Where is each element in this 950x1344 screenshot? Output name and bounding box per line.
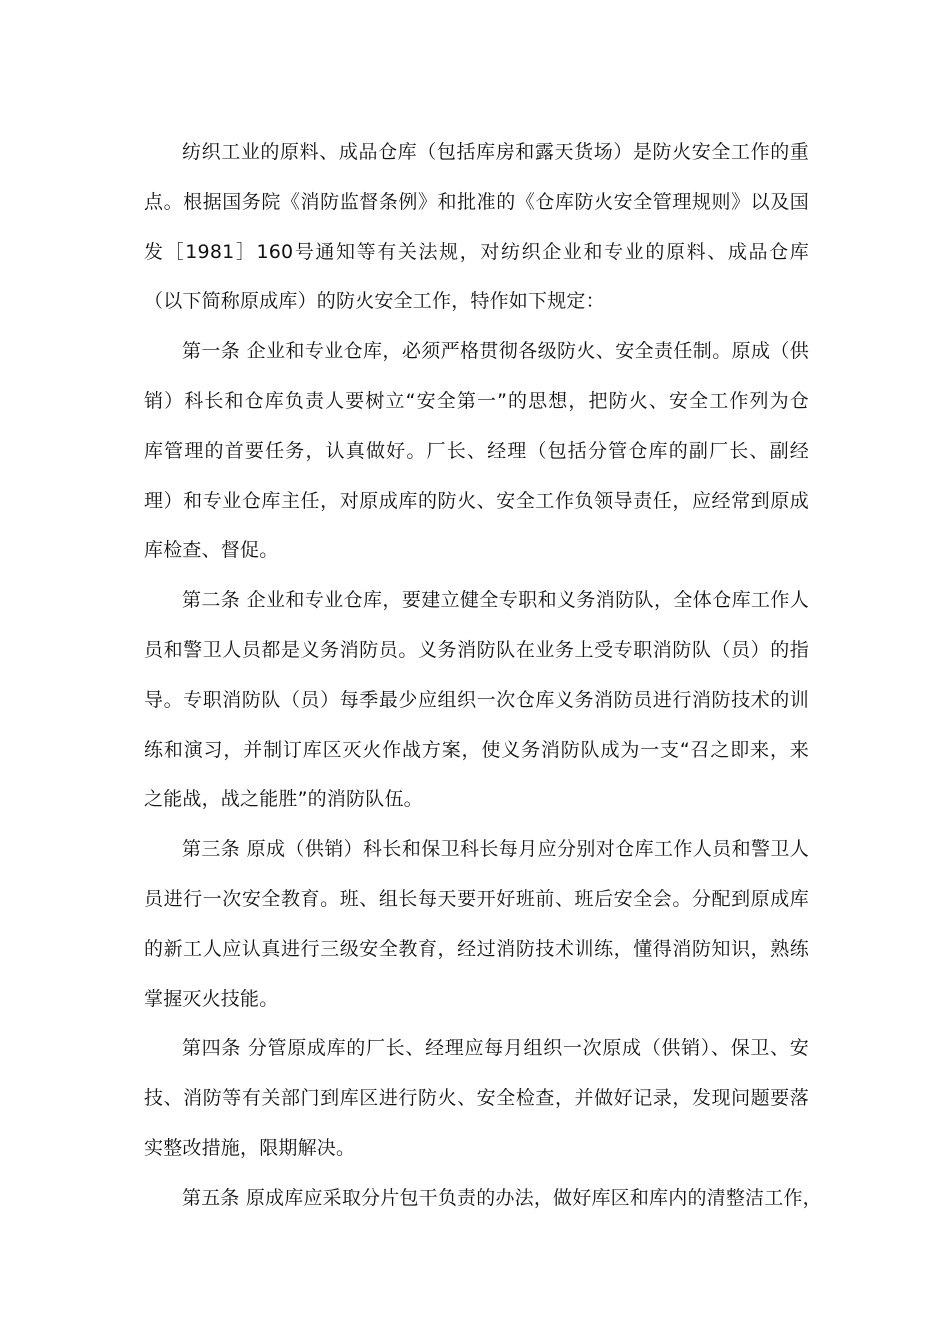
text-line: 理）和专业仓库主任，对原成库的防火、安全工作负领导责任，应经常到原成 (144, 489, 809, 512)
paragraph-article-5 (144, 1174, 822, 1224)
document-body (144, 128, 822, 1224)
text-line: 纺织工业的原料、成品仓库（包括库房和露天货场）是防火安全工作的重 (182, 141, 809, 163)
text-line: 第四条 分管原成库的厂长、经理应每月组织一次原成（供销）、保卫、安 (182, 1037, 809, 1060)
text-line: 员和警卫人员都是义务消防员。义务消防队在业务上受专职消防队（员）的指 (144, 638, 809, 661)
text-line: 掌握灭火技能。 (144, 987, 279, 1010)
text-line: 之能战，战之能胜”的消防队伍。 (144, 788, 423, 811)
text-line: 员进行一次安全教育。班、组长每天要开好班前、班后安全会。分配到原成库 (144, 887, 809, 910)
text-line: 库管理的首要任务，认真做好。厂长、经理（包括分管仓库的副厂长、副经 (144, 439, 809, 462)
text-line: 销）科长和仓库负责人要树立“安全第一”的思想，把防火、安全工作列为仓 (144, 389, 809, 412)
text-line: 技、消防等有关部门到库区进行防火、安全检查，并做好记录，发现问题要落 (144, 1087, 809, 1110)
text-line: 第二条 企业和专业仓库，要建立健全专职和义务消防队，全体仓库工作人 (182, 589, 809, 612)
text-line: 练和演习，并制订库区灭火作战方案，使义务消防队成为一支“召之即来，来 (144, 738, 809, 761)
text-line: 库检查、督促。 (144, 539, 279, 562)
paragraph-intro (144, 128, 809, 327)
text-line: 第三条 原成（供销）科长和保卫科长每月应分别对仓库工作人员和警卫人 (182, 838, 809, 861)
text-line: 的新工人应认真进行三级安全教育，经过消防技术训练，懂得消防知识，熟练 (144, 937, 809, 960)
paragraph-article-2 (144, 576, 809, 825)
text-line: 实整改措施，限期解决。 (144, 1136, 356, 1159)
text-line: 导。专职消防队（员）每季最少应组织一次仓库义务消防员进行消防技术的训 (144, 688, 809, 711)
text-line: 点。根据国务院《消防监督条例》和批准的《仓库防火安全管理规则》以及国 (144, 190, 809, 213)
paragraph-article-1 (144, 327, 809, 576)
text-line: 第五条 原成库应采取分片包干负责的办法，做好库区和库内的清整洁工作， (182, 1186, 822, 1209)
text-line: 第一条 企业和专业仓库，必须严格贯彻各级防火、安全责任制。原成（供 (182, 340, 809, 363)
text-line: （以下简称原成库）的防火安全工作，特作如下规定： (144, 290, 605, 313)
paragraph-article-3 (144, 825, 809, 1024)
paragraph-article-4 (144, 1024, 809, 1173)
text-line: 发［1981］160号通知等有关法规，对纺织企业和专业的原料、成品仓库 (144, 240, 809, 263)
